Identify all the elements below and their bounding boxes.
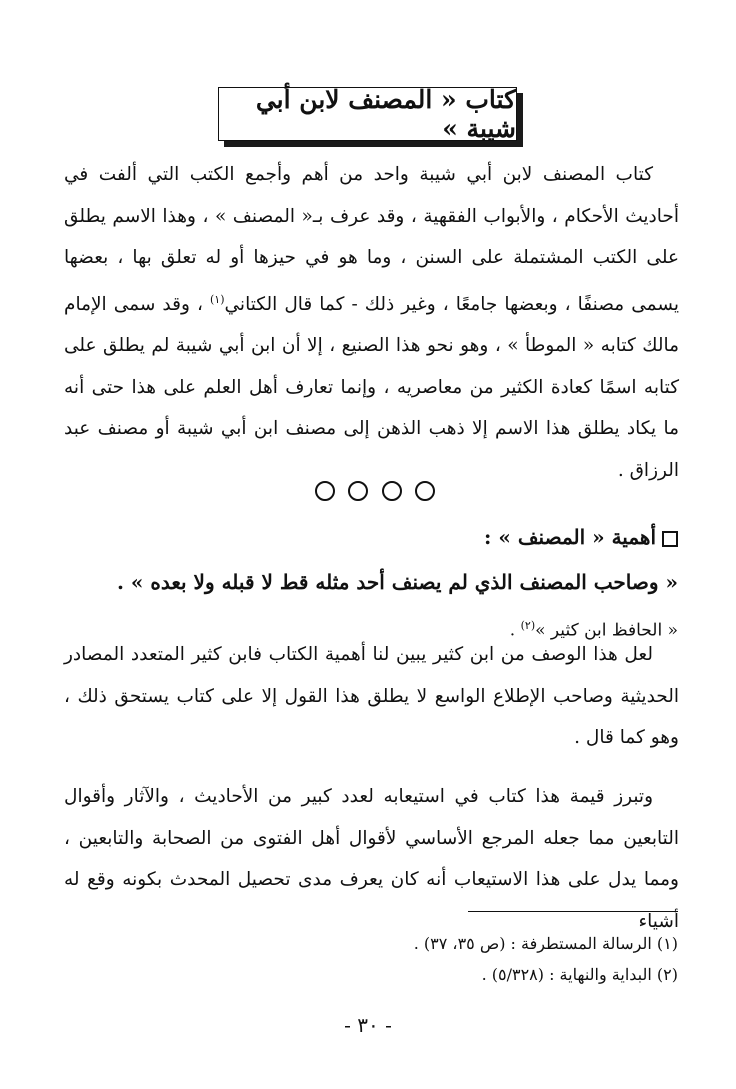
divider-circle — [382, 481, 402, 501]
paragraph-3-text: وتبرز قيمة هذا كتاب في استيعابه لعدد كبير من الأحاديث ، والآثار وأقوال التابعين مما جعله المرجع الأساسي لأقوال أهل الفتوى من الصحابة والتابعين ، ومما يدل على هذا الاستيعاب أنه كان يعرف مدى تحصيل المحدث بكونه وقع له أشياء — [64, 786, 679, 932]
divider-circle — [315, 481, 335, 501]
footnote-ref-2: (٢) — [520, 619, 536, 632]
section-heading — [278, 522, 678, 552]
paragraph-2 — [64, 634, 679, 759]
footnote-1: (١) الرسالة المستطرفة : (ص ٣٥، ٣٧) . — [413, 934, 678, 953]
intro-text-after: ، وقد سمى الإمام مالك كتابه « الموطأ » ، وهو نحو هذا الصنيع ، إلا أن ابن أبي شيبة لم يطلق على كتابه اسمًا كعادة الكثير من معاصريه ، وإنما تعارف أهل العلم على هذا حتى أنه ما يكاد يطلق هذا الاسم إلا ذهب الذهن إلى مصنف ابن أبي شيبة أو مصنف عبد الرزاق . — [64, 293, 680, 481]
quotation: « وصاحب المصنف الذي لم يصنف أحد مثله قط لا قبله ولا بعده » . — [117, 570, 678, 594]
paragraph-3 — [64, 776, 679, 942]
intro-paragraph — [64, 154, 679, 491]
page-title: كتاب « المصنف لابن أبي شيبة » — [218, 87, 517, 141]
section-divider — [315, 478, 435, 502]
divider-circle — [415, 481, 435, 501]
paragraph-2-text: لعل هذا الوصف من ابن كثير يبين لنا أهمية الكتاب فابن كثير المتعدد المصادر الحديثية وصاحب الإطلاع الواسع لا يطلق هذا القول إلا على كتاب يستحق ذلك ، وهو كما قال . — [64, 644, 679, 748]
square-bullet-icon — [662, 531, 678, 547]
attribution-end: . — [509, 620, 516, 641]
divider-circle — [348, 481, 368, 501]
title-frame — [218, 87, 523, 147]
footnote-2: (٢) البداية والنهاية : (٥/٣٢٨) . — [481, 965, 678, 984]
footnote-rule — [468, 911, 678, 912]
intro-text: كتاب المصنف لابن أبي شيبة واحد من أهم وأجمع الكتب التي ألفت في أحاديث الأحكام ، والأبواب الفقهية ، وقد عرف بـ« المصنف » ، وهذا الاسم يطلق على الكتب المشتملة على السنن ، وما هو في حيزها أو له تعلق بها ، بعضها يسمى مصنفًا ، وبعضها جامعًا ، وغير ذلك - كما قال الكتاني — [64, 164, 679, 315]
section-heading-text: أهمية « المصنف » : — [484, 525, 656, 549]
attribution-text: « الحافظ ابن كثير » — [535, 620, 678, 641]
footnote-ref-1: (١) — [209, 292, 225, 306]
page-number: - ٣٠ - — [344, 1013, 392, 1037]
